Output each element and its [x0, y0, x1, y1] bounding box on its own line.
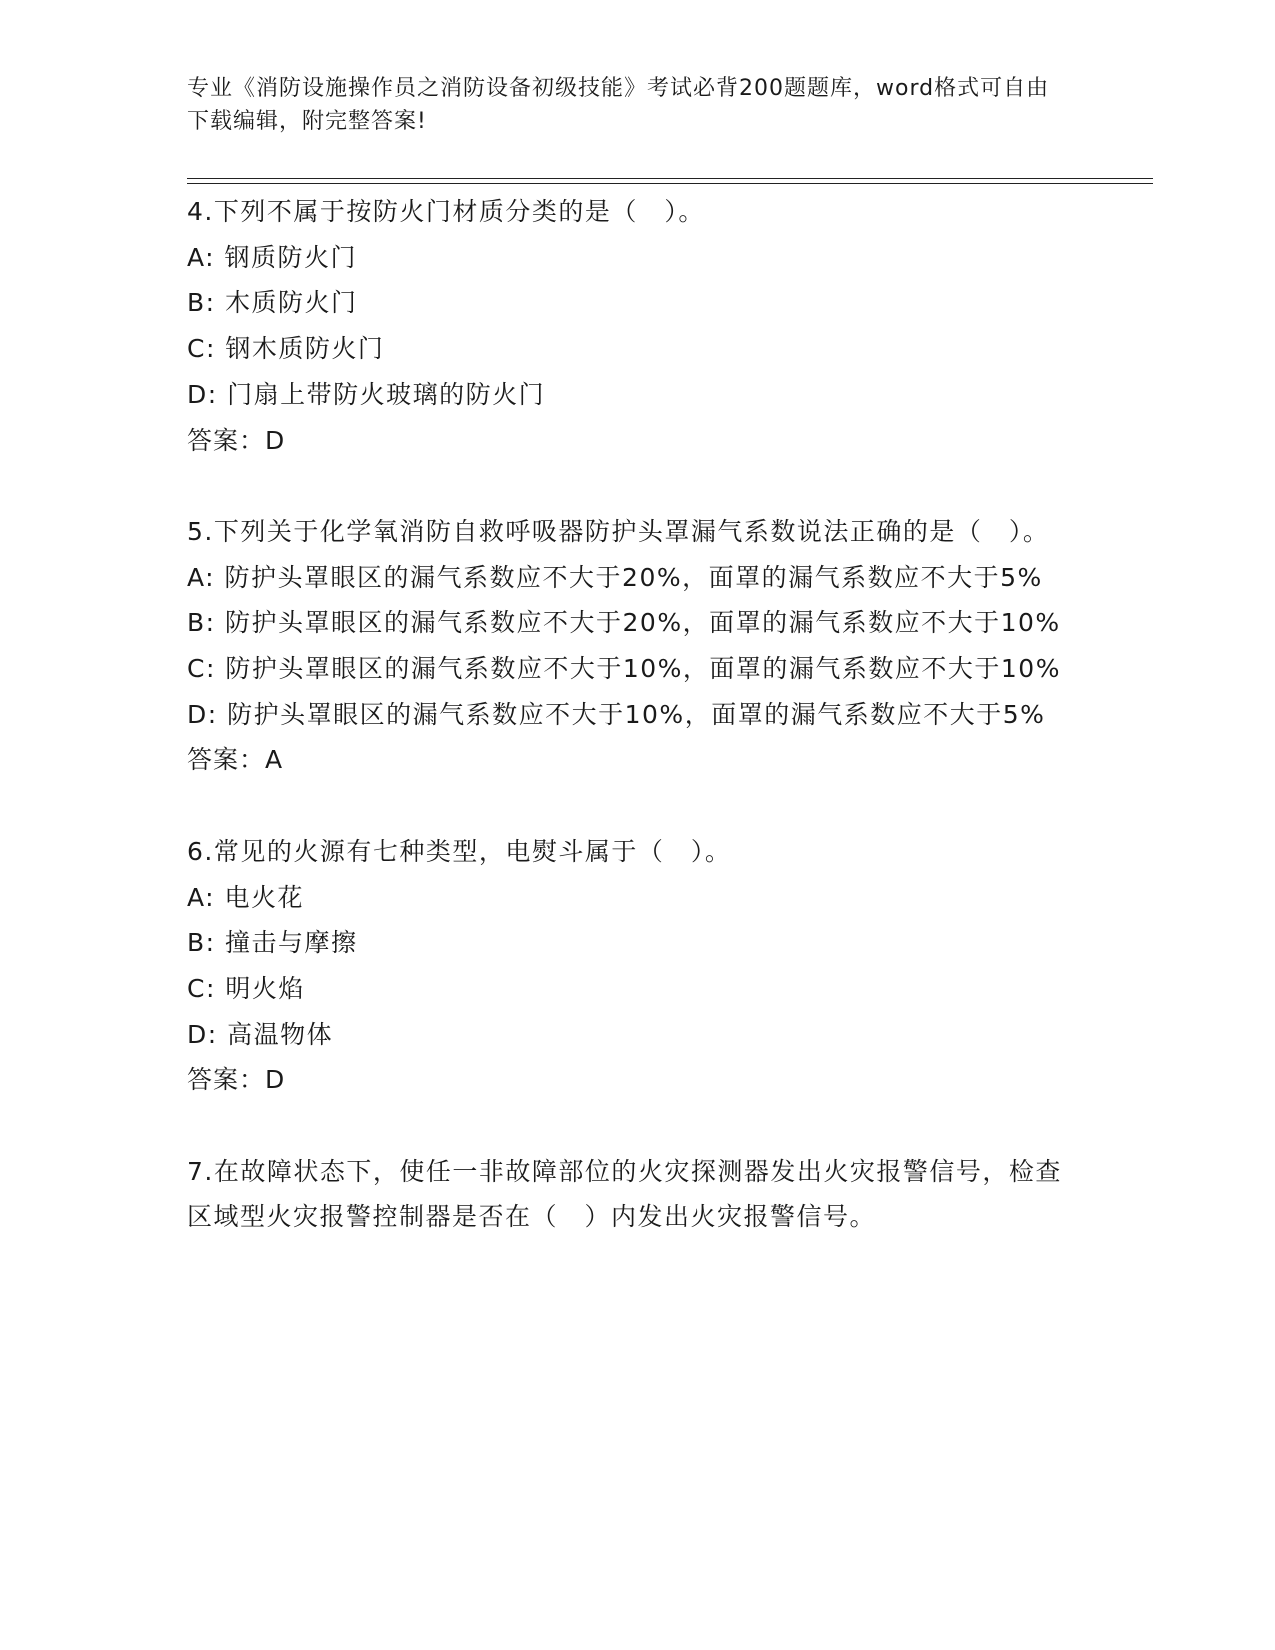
- option-b: B: 防护头罩眼区的漏气系数应不大于20%，面罩的漏气系数应不大于10%: [187, 608, 1061, 638]
- question-list: [187, 189, 1067, 1286]
- question-stem: 7.在故障状态下，使任一非故障部位的火灾探测器发出火灾报警信号，检查区域型火灾报警控制器是否在（ ）内发出火灾报警信号。: [187, 1156, 1062, 1232]
- question-4: [187, 189, 1067, 463]
- question-5: [187, 509, 1067, 783]
- question-stem: 4.下列不属于按防火门材质分类的是（ ）。: [187, 197, 705, 226]
- option-b: B: 木质防火门: [187, 288, 358, 318]
- option-a: A: 钢质防火门: [187, 242, 358, 272]
- header-divider-bottom: [187, 183, 1153, 184]
- option-d: D: 防护头罩眼区的漏气系数应不大于10%，面罩的漏气系数应不大于5%: [187, 699, 1046, 729]
- option-d: D: 高温物体: [187, 1019, 334, 1049]
- question-stem: 5.下列关于化学氧消防自救呼吸器防护头罩漏气系数说法正确的是（ ）。: [187, 516, 1050, 546]
- option-b: B: 撞击与摩擦: [187, 928, 358, 958]
- option-c: C: 防护头罩眼区的漏气系数应不大于10%，面罩的漏气系数应不大于10%: [187, 654, 1061, 684]
- answer-line: 答案：A: [187, 745, 284, 775]
- document-header: [187, 72, 1067, 138]
- option-a: A: 电火花: [187, 882, 305, 912]
- option-c: C: 明火焰: [187, 973, 305, 1003]
- question-6: [187, 829, 1067, 1103]
- option-a: A: 防护头罩眼区的漏气系数应不大于20%，面罩的漏气系数应不大于5%: [187, 562, 1043, 592]
- option-c: C: 钢木质防火门: [187, 334, 385, 364]
- question-stem: 6.常见的火源有七种类型，电熨斗属于（ ）。: [187, 836, 732, 866]
- option-d: D: 门扇上带防火玻璃的防火门: [187, 379, 546, 409]
- header-divider-top: [187, 178, 1153, 179]
- document-title: 专业《消防设施操作员之消防设备初级技能》考试必背200题题库，word格式可自由下载编辑，附完整答案!: [187, 76, 1050, 134]
- question-7: [187, 1149, 1067, 1240]
- answer-line: 答案：D: [187, 1065, 286, 1095]
- answer-line: 答案：D: [187, 425, 286, 455]
